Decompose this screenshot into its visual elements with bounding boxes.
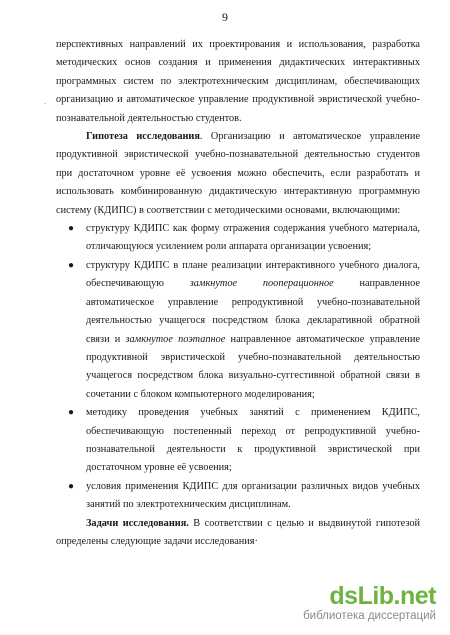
bullet-italic-term: замкнутое пооперационное — [189, 278, 334, 290]
bullet-text: методику проведения учебных занятий с применением КДИПС, обеспечивающую постепенный переход от репродуктивной учебно-познавательной деятельности к продуктивной эвристической при достаточном уровне её усвоения; — [86, 407, 420, 474]
tasks-text: В соответствии с целью и выдвинутой гипотезой определены следующие задачи исследования· — [56, 517, 420, 547]
bullet-icon: ● — [68, 407, 75, 419]
bullet-icon: ● — [68, 259, 75, 271]
hypothesis-label: Гипотеза исследования — [86, 131, 200, 143]
watermark-subtitle: библиотека диссертаций — [303, 610, 436, 622]
bullet-text: структуру КДИПС как форму отражения содержания учебного материала, отличающуюся усилением роли аппарата организации усвоения; — [86, 223, 420, 253]
bullet-item — [56, 257, 420, 404]
stray-mark: . — [44, 97, 46, 106]
bullet-text-part: структуру КДИПС в плане реализации интерактивного учебного диалога, обеспечивающую — [86, 259, 420, 290]
tasks-paragraph — [56, 515, 420, 552]
document-body — [56, 36, 420, 551]
bullet-text-part: направленное автоматическое управление репродуктивной учебно-познавательной деятельностью учащегося посредством блока декларативной обратной связи и — [86, 278, 420, 345]
bullet-italic-term: замкнутое поэтапное — [125, 333, 226, 345]
bullet-text-part: направленное автоматическое управление продуктивной эвристической учебно-познавательной деятельностью учащегося посредством блока визуально-суггестивной обратной связи в сочетании с блоком компьютерного моделирования; — [86, 333, 420, 400]
hypothesis-text: . Организацию и автоматическое управление продуктивной эвристической учебно-познавательной деятельностью студентов при достаточном уровне её усвоения можно обеспечить, если разработать и использовать комбинированную дидактическую интерактивную программную систему (КДИПС) в соответствии с методическими основами, включающими: — [56, 131, 421, 216]
bullet-icon: ● — [68, 223, 75, 235]
dslib-watermark — [303, 583, 436, 623]
hypothesis-paragraph — [56, 128, 420, 220]
tasks-label: Задачи исследования. — [86, 517, 189, 529]
bullet-item — [56, 220, 420, 257]
bullet-icon: ● — [68, 480, 75, 492]
intro-paragraph: перспективных направлений их проектирования и использования, разработка методических основ создания и применения дидактических интерактивных программных систем по электротехническим дисциплинам, обеспечивающих организацию и автоматическое управление продуктивной эвристической учебно-познавательной деятельностью студентов. — [56, 39, 420, 124]
bullet-item — [56, 478, 420, 515]
method-bullet-list — [56, 220, 420, 515]
watermark-logo: dsLib.net — [329, 582, 436, 610]
bullet-item — [56, 404, 420, 478]
bullet-text: условия применения КДИПС для организации различных видов учебных занятий по электротехническим дисциплинам. — [86, 480, 420, 511]
page-number: 9 — [222, 10, 228, 24]
